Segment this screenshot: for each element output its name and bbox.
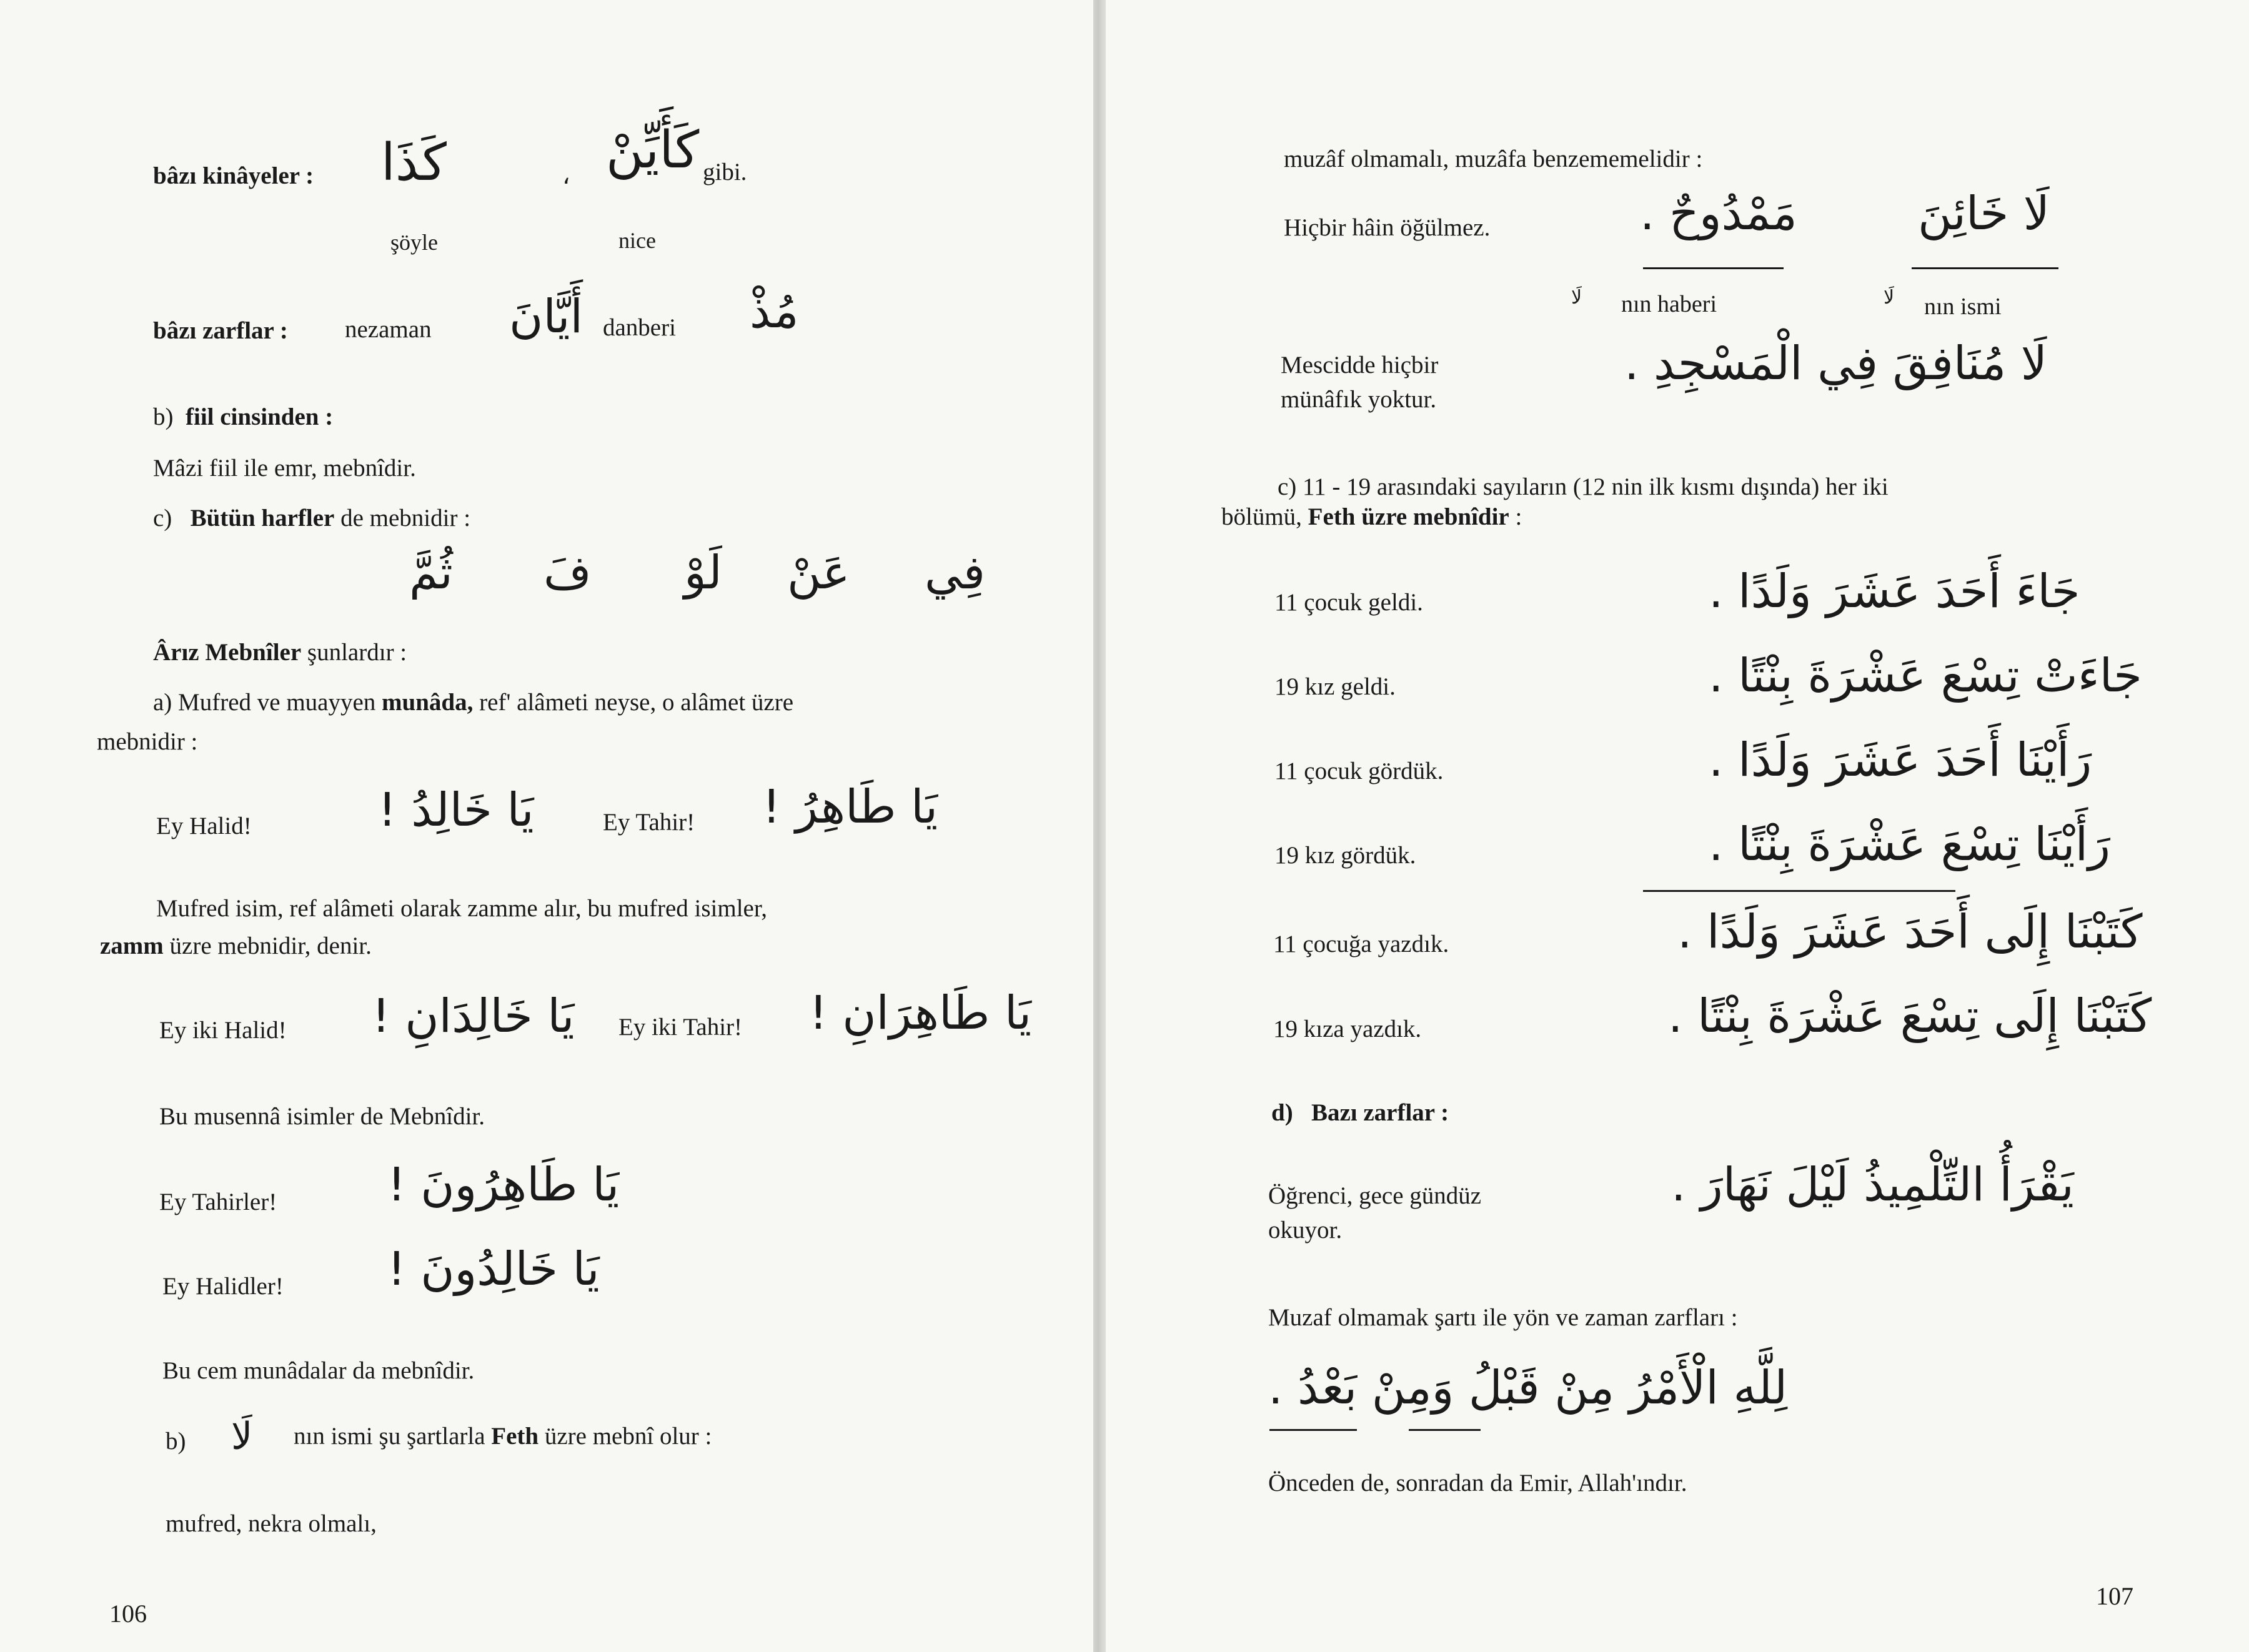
mufred-nekra-line: mufred, nekra olmalı, bbox=[166, 1510, 377, 1537]
la-small-arabic-2: لَا bbox=[1884, 287, 1895, 309]
la-small-arabic-1: لَا bbox=[1571, 287, 1582, 309]
ayet-underline-2 bbox=[1269, 1429, 1357, 1431]
b-fiil-heading: b) fiil cinsinden : bbox=[153, 403, 334, 430]
zarf-label: bâzı zarflar : bbox=[153, 317, 288, 344]
soyle-gloss: şöyle bbox=[390, 230, 438, 255]
example-ar-6: كَتَبْنَا إِلَى تِسْعَ عَشْرَةَ بِنْتًا . bbox=[1668, 989, 2152, 1043]
la-hain-arabic: لَا خَائِنَ bbox=[1918, 187, 2050, 240]
example-tr-3: 11 çocuk gördük. bbox=[1274, 758, 1444, 784]
ya-halidan-arabic: يَا خَالِدَانِ ! bbox=[372, 989, 575, 1043]
harf-an: عَنْ bbox=[787, 546, 850, 600]
example-ar-5: كَتَبْنَا إِلَى أَحَدَ عَشَرَ وَلَدًا . bbox=[1677, 905, 2143, 959]
nezaman-gloss: nezaman bbox=[345, 316, 432, 343]
ey-halidler: Ey Halidler! bbox=[162, 1273, 284, 1300]
onceden-line: Önceden de, sonradan da Emir, Allah'ındır. bbox=[1268, 1470, 1687, 1496]
la-arabic: لَا bbox=[231, 1415, 253, 1458]
ogrenci-line1: Öğrenci, gece gündüz bbox=[1268, 1182, 1482, 1209]
kinaye-gibi: gibi. bbox=[703, 159, 747, 185]
c-line1: c) 11 - 19 arasındaki sayıların (12 nin ilk kısmı dışında) her iki bbox=[1278, 473, 1889, 500]
nin-ismi: nın ismi bbox=[1924, 294, 2002, 320]
ya-halid-arabic: يَا خَالِدُ ! bbox=[378, 783, 534, 837]
ya-tahir-arabic: يَا طَاهِرُ ! bbox=[762, 780, 938, 834]
mescid-line1: Mescidde hiçbir bbox=[1281, 352, 1439, 378]
ayet-arabic: لِلَّهِ الْأَمْرُ مِنْ قَبْلُ وَمِنْ بَعْدُ . bbox=[1268, 1361, 1788, 1415]
ogrenci-line2: okuyor. bbox=[1268, 1217, 1343, 1244]
example-tr-1: 11 çocuk geldi. bbox=[1274, 589, 1423, 616]
a-line1: a) Mufred ve muayyen munâda, ref' alâmeti neyse, o alâmet üzre bbox=[153, 689, 794, 716]
zarf-arabic-eyyane: أَيَّانَ bbox=[509, 290, 583, 344]
ey-halid: Ey Halid! bbox=[156, 813, 252, 839]
left-page bbox=[0, 0, 1093, 1652]
ogrenci-arabic: يَقْرَأُ التِّلْمِيذُ لَيْلَ نَهَارَ . bbox=[1671, 1158, 2074, 1212]
mescid-line2: münâfık yoktur. bbox=[1281, 386, 1437, 413]
harf-lev: لَوْ bbox=[684, 546, 722, 600]
ya-tahirun-arabic: يَا طَاهِرُونَ ! bbox=[387, 1158, 620, 1212]
example-ar-3: رَأَيْنَا أَحَدَ عَشَرَ وَلَدًا . bbox=[1709, 733, 2092, 787]
muzaf-sart-line: Muzaf olmamak şartı ile yön ve zaman zarfları : bbox=[1268, 1304, 1738, 1331]
example-tr-5: 11 çocuğa yazdık. bbox=[1273, 931, 1449, 957]
ayet-underline-1 bbox=[1409, 1429, 1481, 1431]
ya-tahiran-arabic: يَا طَاهِرَانِ ! bbox=[809, 986, 1032, 1040]
nice-gloss: nice bbox=[618, 228, 656, 253]
example-divider bbox=[1643, 890, 1955, 892]
mazi-line: Mâzi fiil ile emr, mebnîdir. bbox=[153, 455, 416, 482]
hain-line: Hiçbir hâin öğülmez. bbox=[1284, 214, 1491, 241]
danberi-gloss: danberi bbox=[603, 314, 676, 341]
muzaf-line: muzâf olmamalı, muzâfa benzememelidir : bbox=[1284, 146, 1703, 172]
a-line2: mebnidir : bbox=[97, 728, 198, 755]
ey-tahir: Ey Tahir! bbox=[603, 809, 695, 836]
nin-haberi: nın haberi bbox=[1621, 291, 1717, 317]
ey-tahirler: Ey Tahirler! bbox=[159, 1189, 277, 1215]
la-hain-underline bbox=[1912, 267, 2058, 269]
example-tr-4: 19 kız gördük. bbox=[1274, 842, 1416, 869]
kinaye-separator: ، bbox=[562, 162, 570, 189]
kinaye-label: bâzı kinâyeler : bbox=[153, 162, 314, 189]
b2-label: b) bbox=[166, 1428, 186, 1455]
d-heading: d) Bazı zarflar : bbox=[1271, 1099, 1449, 1126]
page-number-right: 107 bbox=[2096, 1582, 2133, 1610]
example-tr-2: 19 kız geldi. bbox=[1274, 673, 1396, 700]
ey-iki-tahir: Ey iki Tahir! bbox=[618, 1014, 743, 1041]
musenna-line: Bu musennâ isimler de Mebnîdir. bbox=[159, 1103, 485, 1130]
mufred-line1: Mufred isim, ref alâmeti olarak zamme alır, bu mufred isimler, bbox=[156, 895, 768, 922]
memduh-underline bbox=[1643, 267, 1784, 269]
c-harfler-line: c) Bütün harfler de mebnidir : bbox=[153, 505, 471, 532]
kinaye-arabic-keeyyin: كَأَيِّنْ bbox=[606, 121, 700, 180]
example-ar-1: جَاءَ أَحَدَ عَشَرَ وَلَدًا . bbox=[1709, 565, 2080, 618]
harf-summe: ثُمَّ bbox=[409, 546, 453, 600]
right-page bbox=[1106, 0, 2249, 1652]
mufred-line2: zamm üzre mebnidir, denir. bbox=[100, 932, 372, 959]
mescid-arabic: لَا مُنَافِقَ فِي الْمَسْجِدِ . bbox=[1624, 337, 2047, 390]
harf-fi: فِي bbox=[925, 546, 986, 600]
page-number-left: 106 bbox=[109, 1600, 147, 1628]
memduh-arabic: مَمْدُوحٌ . bbox=[1640, 187, 1797, 240]
zarf-arabic-munz: مُذْ bbox=[750, 285, 799, 339]
kinaye-arabic-kaza: كَذَا bbox=[381, 133, 447, 192]
ya-halidun-arabic: يَا خَالِدُونَ ! bbox=[387, 1242, 600, 1296]
b2-rest: nın ismi şu şartlarla Feth üzre mebnî olur : bbox=[294, 1423, 712, 1450]
example-tr-6: 19 kıza yazdık. bbox=[1273, 1016, 1422, 1042]
cem-line: Bu cem munâdalar da mebnîdir. bbox=[162, 1357, 475, 1384]
harf-fe: فَ bbox=[544, 546, 592, 600]
ey-iki-halid: Ey iki Halid! bbox=[159, 1017, 287, 1044]
ariz-heading: Ârız Mebnîler şunlardır : bbox=[153, 639, 407, 666]
example-ar-2: جَاءَتْ تِسْعَ عَشْرَةَ بِنْتًا . bbox=[1709, 649, 2142, 703]
c-line2: bölümü, Feth üzre mebnîdir : bbox=[1221, 503, 1522, 530]
example-ar-4: رَأَيْنَا تِسْعَ عَشْرَةَ بِنْتًا . bbox=[1709, 818, 2110, 871]
